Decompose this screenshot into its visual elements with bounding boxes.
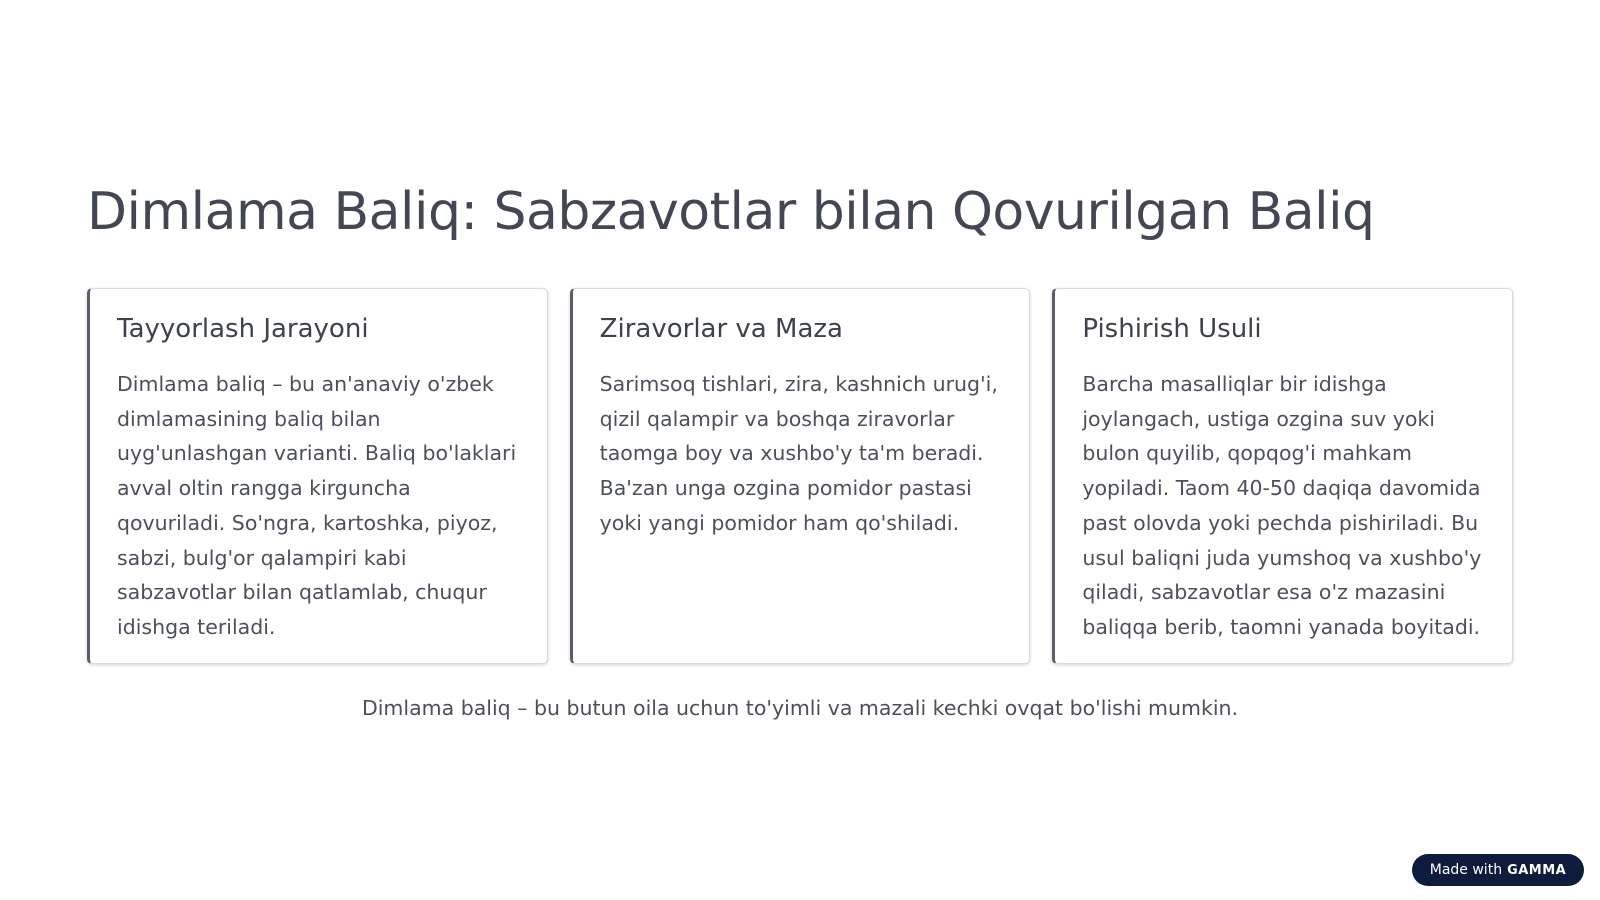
card-row <box>87 288 1513 664</box>
gamma-logo: GAMMA <box>1507 862 1567 878</box>
badge-prefix: Made with <box>1429 862 1503 878</box>
card-title: Ziravorlar va Maza <box>599 314 843 344</box>
card-body: Barcha masalliqlar bir idishga joylangach, ustiga ozgina suv yoki bulon quyilib, qopqog'i mahkam yopiladi. Taom 40-50 daqiqa davomida past olovda yoki pechda pishiriladi. Bu usul baliqni juda yumshoq va xushbo'y qiladi, sabzavotlar esa o'z mazasini baliqqa berib, taomni yanada boyitadi. <box>1082 372 1482 639</box>
card-title: Pishirish Usuli <box>1082 314 1262 344</box>
footer-text: Dimlama baliq – bu butun oila uchun to'yimli va mazali kechki ovqat bo'lishi mumkin. <box>361 696 1239 720</box>
slide-title: Dimlama Baliq: Sabzavotlar bilan Qovurilgan Baliq <box>87 182 1375 242</box>
card-cooking-method <box>1052 288 1513 664</box>
card-body: Sarimsoq tishlari, zira, kashnich urug'i, qizil qalampir va boshqa ziravorlar taomga boy va xushbo'y ta'm beradi. Ba'zan unga ozgina pomidor pastasi yoki yangi pomidor ham qo'shiladi. <box>599 372 998 535</box>
made-with-gamma-badge[interactable] <box>1412 854 1584 886</box>
card-preparation <box>87 288 548 664</box>
card-title: Tayyorlash Jarayoni <box>117 314 369 344</box>
card-body: Dimlama baliq – bu an'anaviy o'zbek dimlamasining baliq bilan uyg'unlashgan varianti. Baliq bo'laklari avval oltin rangga kirguncha qovuriladi. So'ngra, kartoshka, piyoz, sabzi, bulg'or qalampiri kabi sabzavotlar bilan qatlamlab, chuqur idishga teriladi. <box>117 372 517 639</box>
card-spices <box>570 288 1031 664</box>
